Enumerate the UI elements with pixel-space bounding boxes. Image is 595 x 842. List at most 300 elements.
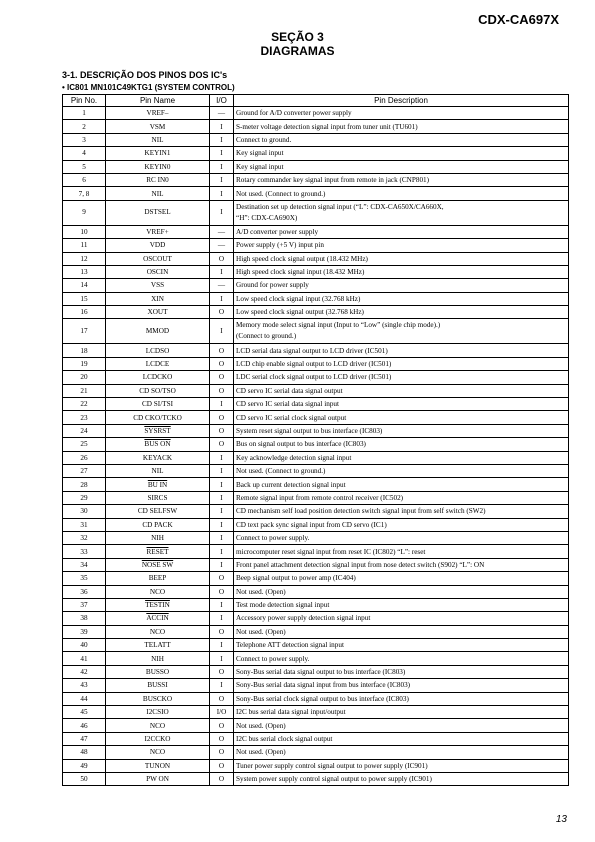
pin-name: ACCIN [146, 614, 169, 623]
pin-description: Beep signal output to power amp (IC404) [236, 574, 356, 583]
pin-name-cell [106, 344, 210, 357]
io-cell: O [210, 344, 234, 357]
table-row [63, 746, 569, 759]
pin-name-cell [106, 612, 210, 625]
pin-name: KEYIN0 [144, 162, 171, 171]
table-row [63, 772, 569, 785]
pin-no-cell: 6 [63, 173, 106, 186]
pin-no-cell: 24 [63, 424, 106, 437]
io-cell: I [210, 173, 234, 186]
pin-no-cell: 4 [63, 147, 106, 160]
pin-description-cell [234, 371, 569, 384]
pin-description-cell [234, 518, 569, 531]
pin-name: NIH [151, 654, 164, 663]
table-row [63, 265, 569, 278]
pin-no-cell: 42 [63, 665, 106, 678]
pin-name: MMOD [145, 326, 170, 335]
pin-no-cell: 38 [63, 612, 106, 625]
pin-description: Connect to ground. [236, 135, 292, 144]
pin-description: CD servo IC serial data signal output [236, 386, 343, 395]
pin-name-cell [106, 652, 210, 665]
pin-description: Rotary commander key signal input from remote in jack (CNP801) [236, 176, 430, 185]
io-cell: — [210, 239, 234, 252]
table-row [63, 759, 569, 772]
io-cell: O [210, 424, 234, 437]
table-row [63, 344, 569, 357]
pin-name: KEYACK [142, 453, 173, 462]
pin-name-cell [106, 133, 210, 146]
pin-no-cell: 49 [63, 759, 106, 772]
pin-name-cell [106, 639, 210, 652]
table-row [63, 279, 569, 292]
pin-no-cell: 30 [63, 505, 106, 518]
io-cell: O [210, 746, 234, 759]
pin-no-cell: 13 [63, 265, 106, 278]
pin-description: Sony-Bus serial clock signal output to bus interface (IC803) [236, 694, 409, 703]
pin-name-cell [106, 491, 210, 504]
table-row [63, 491, 569, 504]
pin-name: TUNON [144, 761, 171, 770]
pin-name: NOSE SW [141, 560, 174, 569]
pin-description: LCD serial data signal output to LCD driver (IC501) [236, 346, 388, 355]
pin-name: NCO [149, 721, 166, 730]
pin-description: Tuner power supply control signal output to power supply (IC901) [236, 761, 428, 770]
pin-name-cell [106, 279, 210, 292]
pin-description-cell [234, 639, 569, 652]
pin-name-cell [106, 732, 210, 745]
pin-description: Back up current detection signal input [236, 480, 346, 489]
table-row [63, 706, 569, 719]
table-row [63, 173, 569, 186]
pin-no-cell: 31 [63, 518, 106, 531]
pin-description-cell [234, 398, 569, 411]
io-cell: I [210, 319, 234, 344]
io-cell: I [210, 187, 234, 200]
pin-name: TELATT [144, 641, 171, 650]
pin-no-cell: 48 [63, 746, 106, 759]
pin-description-cell [234, 612, 569, 625]
pin-name-cell [106, 200, 210, 225]
pin-name-cell [106, 692, 210, 705]
io-cell: I [210, 160, 234, 173]
io-cell: O [210, 719, 234, 732]
pin-no-cell: 28 [63, 478, 106, 491]
pin-no-cell: 41 [63, 652, 106, 665]
pin-name: RC IN0 [146, 176, 169, 185]
pin-name-cell [106, 107, 210, 120]
pin-description: Power supply (+5 V) input pin [236, 241, 324, 250]
io-cell: I [210, 265, 234, 278]
pin-no-cell: 47 [63, 732, 106, 745]
pin-description-cell [234, 531, 569, 544]
table-row [63, 478, 569, 491]
pin-name-cell [106, 398, 210, 411]
pin-name-cell [106, 719, 210, 732]
pin-name-cell [106, 478, 210, 491]
io-cell: O [210, 665, 234, 678]
pin-name-cell [106, 438, 210, 451]
table-row [63, 665, 569, 678]
pin-description-cell [234, 265, 569, 278]
pin-description-cell [234, 279, 569, 292]
pin-no-cell: 44 [63, 692, 106, 705]
pin-name-cell [106, 585, 210, 598]
pin-name: VREF– [146, 109, 169, 118]
table-row [63, 411, 569, 424]
io-cell: I [210, 120, 234, 133]
pin-name-cell [106, 173, 210, 186]
pin-name: LCDSO [145, 346, 170, 355]
pin-name: NIL [151, 135, 164, 144]
io-cell: I [210, 491, 234, 504]
table-row [63, 652, 569, 665]
pin-name: KEYIN1 [144, 149, 171, 158]
pin-name: NCO [149, 748, 166, 757]
pin-no-cell: 15 [63, 292, 106, 305]
pin-name-cell [106, 292, 210, 305]
io-cell: I [210, 133, 234, 146]
pin-description: Connect to power supply. [236, 654, 310, 663]
pin-description: Memory mode select signal input (Input to “Low” (single chip mode).) [236, 321, 441, 330]
pin-name: XOUT [147, 308, 168, 317]
table-row [63, 107, 569, 120]
pin-no-cell: 22 [63, 398, 106, 411]
pin-name: VREF+ [146, 227, 169, 236]
pin-no-cell: 20 [63, 371, 106, 384]
table-row [63, 292, 569, 305]
pin-name-cell [106, 306, 210, 319]
pin-name-cell [106, 384, 210, 397]
pin-description-cell [234, 491, 569, 504]
pin-description-cell [234, 572, 569, 585]
pin-no-cell: 37 [63, 598, 106, 611]
pin-description: I2C bus serial data signal input/output [236, 708, 346, 717]
pin-no-cell: 11 [63, 239, 106, 252]
section-title: SEÇÃO 3 [271, 30, 324, 44]
pin-description-cell [234, 147, 569, 160]
table-row [63, 572, 569, 585]
pin-name-cell [106, 572, 210, 585]
table-row [63, 371, 569, 384]
pin-description: CD servo IC serial data signal input [236, 400, 340, 409]
io-cell: I [210, 558, 234, 571]
pin-no-cell: 25 [63, 438, 106, 451]
pin-name: PW ON [146, 775, 169, 784]
table-row [63, 679, 569, 692]
pin-name: BUSSI [147, 681, 168, 690]
pin-name-cell [106, 265, 210, 278]
section-subtitle: DIAGRAMAS [260, 44, 335, 58]
pin-no-cell: 17 [63, 319, 106, 344]
io-cell: O [210, 438, 234, 451]
table-row [63, 464, 569, 477]
pin-description-cell [234, 706, 569, 719]
pin-description-continued: (Connect to ground.) [236, 332, 297, 341]
io-cell: I [210, 679, 234, 692]
page-title [0, 30, 595, 58]
pin-name: RESET [146, 547, 169, 556]
table-row [63, 732, 569, 745]
pin-name: OSCOUT [143, 254, 172, 263]
pin-no-cell: 14 [63, 279, 106, 292]
pin-description-cell [234, 424, 569, 437]
pin-name: BUSCKO [142, 694, 173, 703]
table-row [63, 306, 569, 319]
pin-name-cell [106, 598, 210, 611]
pin-name-cell [106, 679, 210, 692]
io-cell: I [210, 478, 234, 491]
pin-description: Destination set up detection signal input (“L”: CDX-CA650X/CA660X, [236, 202, 444, 211]
pin-name-cell [106, 187, 210, 200]
table-row [63, 384, 569, 397]
io-cell: I [210, 518, 234, 531]
pin-description-cell [234, 384, 569, 397]
pin-name: XIN [151, 294, 164, 303]
pin-name: SYSRST [144, 427, 171, 435]
pin-description-cell [234, 746, 569, 759]
pin-description: Not used. (Open) [236, 721, 286, 730]
io-cell: — [210, 279, 234, 292]
pin-description: Connect to power supply. [236, 534, 310, 543]
pin-description: Not used. (Open) [236, 748, 286, 757]
table-row [63, 147, 569, 160]
pin-description: Low speed clock signal output (32.768 kHz) [236, 308, 364, 317]
io-cell: O [210, 585, 234, 598]
pin-no-cell: 16 [63, 306, 106, 319]
pin-name: CD SI/TSI [142, 400, 173, 409]
pin-no-cell: 46 [63, 719, 106, 732]
table-row [63, 451, 569, 464]
io-cell: O [210, 732, 234, 745]
pin-description-cell [234, 545, 569, 558]
pin-description-cell [234, 772, 569, 785]
pin-description: Test mode detection signal input [236, 601, 330, 610]
pin-description: Not used. (Connect to ground.) [236, 189, 326, 198]
pin-name: TESTIN [145, 601, 170, 610]
pin-description: High speed clock signal output (18.432 MHz) [236, 254, 368, 263]
table-row [63, 692, 569, 705]
pin-name: NCO [149, 587, 166, 596]
pin-description-cell [234, 692, 569, 705]
pin-description: LCD chip enable signal output to LCD driver (IC501) [236, 360, 392, 369]
pin-name-cell [106, 371, 210, 384]
pin-description-cell [234, 464, 569, 477]
pin-description-cell [234, 357, 569, 370]
pin-no-cell: 2 [63, 120, 106, 133]
io-cell: O [210, 371, 234, 384]
pin-description: Bus on signal output to bus interface (IC803) [236, 440, 366, 449]
pin-description-cell [234, 187, 569, 200]
pin-description-cell [234, 732, 569, 745]
pin-name: NCO [149, 627, 166, 636]
io-cell: O [210, 759, 234, 772]
pin-description-cell [234, 173, 569, 186]
io-cell: I [210, 598, 234, 611]
pin-description-cell [234, 319, 569, 344]
pin-name: BEEP [148, 574, 167, 583]
table-row [63, 719, 569, 732]
pin-name-cell [106, 772, 210, 785]
io-cell: O [210, 411, 234, 424]
section-heading: 3-1. DESCRIÇÃO DOS PINOS DOS IC's [62, 70, 228, 80]
pin-no-cell: 3 [63, 133, 106, 146]
io-cell: O [210, 384, 234, 397]
table-row [63, 319, 569, 344]
pin-description: High speed clock signal input (18.432 MHz) [236, 268, 365, 277]
pin-description: Key acknowledge detection signal input [236, 453, 352, 462]
table-row [63, 612, 569, 625]
pin-description-cell [234, 292, 569, 305]
pin-description-continued: “H”: CDX-CA690X) [236, 213, 298, 222]
table-row [63, 558, 569, 571]
pin-name: CD SELFSW [137, 507, 178, 516]
pin-description: Sony-Bus serial data signal output to bus interface (IC803) [236, 668, 406, 677]
pin-name: BUS ON [144, 440, 171, 449]
pin-no-cell: 7, 8 [63, 187, 106, 200]
header-io: I/O [210, 95, 234, 107]
pin-name-cell [106, 545, 210, 558]
pin-name: CD CKO/TCKO [133, 413, 182, 422]
pin-no-cell: 29 [63, 491, 106, 504]
pin-name-cell [106, 147, 210, 160]
pin-name: I2CCKO [144, 734, 171, 743]
io-cell: O [210, 692, 234, 705]
pin-description: Front panel attachment detection signal input from nose detect switch (S902) “L”: ON [236, 560, 485, 569]
pin-no-cell: 34 [63, 558, 106, 571]
pin-name-cell [106, 225, 210, 238]
pin-description-cell [234, 652, 569, 665]
io-cell: I/O [210, 706, 234, 719]
io-cell: O [210, 772, 234, 785]
header-pin-no: Pin No. [63, 95, 106, 107]
table-row [63, 585, 569, 598]
io-cell: I [210, 200, 234, 225]
pin-no-cell: 32 [63, 531, 106, 544]
table-row [63, 518, 569, 531]
pin-description: Sony-Bus serial data signal input from bus interface (IC803) [236, 681, 411, 690]
pin-description: CD servo IC serial clock signal output [236, 413, 347, 422]
header-pin-name: Pin Name [106, 95, 210, 107]
pin-no-cell: 23 [63, 411, 106, 424]
pin-name-cell [106, 451, 210, 464]
pin-description-cell [234, 759, 569, 772]
pin-description-cell [234, 225, 569, 238]
pin-name-cell [106, 239, 210, 252]
table-row [63, 505, 569, 518]
io-cell: I [210, 531, 234, 544]
model-number: CDX-CA697X [478, 12, 559, 27]
pin-no-cell: 50 [63, 772, 106, 785]
pin-no-cell: 43 [63, 679, 106, 692]
pin-no-cell: 45 [63, 706, 106, 719]
pin-no-cell: 18 [63, 344, 106, 357]
io-cell: I [210, 612, 234, 625]
pin-name: VSM [149, 122, 166, 131]
ic-subheading: • IC801 MN101C49KTG1 (SYSTEM CONTROL) [62, 83, 235, 92]
pin-description: System power supply control signal output to power supply (IC901) [236, 775, 432, 784]
pin-description-cell [234, 306, 569, 319]
pin-name: NIL [151, 189, 164, 198]
pin-name: I2CSIO [146, 708, 169, 717]
pin-description: Not used. (Open) [236, 627, 286, 636]
pin-name: DSTSEL [144, 208, 171, 217]
pin-name-cell [106, 120, 210, 133]
pin-description-cell [234, 451, 569, 464]
pin-description-cell [234, 120, 569, 133]
header-pin-description: Pin Description [234, 95, 569, 107]
pin-description-cell [234, 200, 569, 225]
pin-description: S-meter voltage detection signal input from tuner unit (TU601) [236, 122, 418, 131]
table-row [63, 160, 569, 173]
pin-description: A/D converter power supply [236, 227, 319, 236]
pin-name-cell [106, 411, 210, 424]
io-cell: I [210, 292, 234, 305]
pin-description-cell [234, 438, 569, 451]
pin-name-cell [106, 424, 210, 437]
pin-name-cell [106, 759, 210, 772]
pin-description-cell [234, 252, 569, 265]
pin-name: OSCIN [146, 268, 169, 277]
pin-no-cell: 27 [63, 464, 106, 477]
pin-no-cell: 9 [63, 200, 106, 225]
pin-name-cell [106, 531, 210, 544]
pin-description-cell [234, 585, 569, 598]
pin-no-cell: 5 [63, 160, 106, 173]
pin-no-cell: 35 [63, 572, 106, 585]
pin-name: VSS [150, 281, 165, 290]
table-row [63, 531, 569, 544]
table-row [63, 133, 569, 146]
pin-description: CD text pack sync signal input from CD servo (IC1) [236, 520, 387, 529]
io-cell: I [210, 639, 234, 652]
table-row [63, 424, 569, 437]
io-cell: O [210, 357, 234, 370]
table-row [63, 252, 569, 265]
pin-name-cell [106, 558, 210, 571]
pin-name-cell [106, 625, 210, 638]
pin-description-cell [234, 133, 569, 146]
io-cell: O [210, 306, 234, 319]
io-cell: I [210, 398, 234, 411]
pin-description-cell [234, 558, 569, 571]
io-cell: I [210, 505, 234, 518]
table-header-row [63, 95, 569, 107]
pin-name: LCDCKO [142, 373, 173, 382]
pin-no-cell: 10 [63, 225, 106, 238]
pin-description-cell [234, 665, 569, 678]
pin-description-cell [234, 719, 569, 732]
pin-no-cell: 36 [63, 585, 106, 598]
io-cell: — [210, 107, 234, 120]
pin-name-cell [106, 160, 210, 173]
io-cell: I [210, 464, 234, 477]
io-cell: I [210, 451, 234, 464]
pin-name-cell [106, 357, 210, 370]
pin-description-cell [234, 411, 569, 424]
pin-no-cell: 19 [63, 357, 106, 370]
pin-description: Telephone ATT detection signal input [236, 641, 344, 650]
pin-description: Remote signal input from remote control receiver (IC502) [236, 493, 404, 502]
pin-name: SIRCS [147, 493, 168, 502]
pin-description: Not used. (Connect to ground.) [236, 467, 326, 476]
pin-name-cell [106, 252, 210, 265]
pin-name: VDD [149, 241, 166, 250]
pin-name: CD PACK [142, 520, 173, 529]
table-row [63, 200, 569, 225]
pin-description: Accessory power supply detection signal input [236, 614, 371, 623]
pin-name-cell [106, 518, 210, 531]
table-row [63, 357, 569, 370]
